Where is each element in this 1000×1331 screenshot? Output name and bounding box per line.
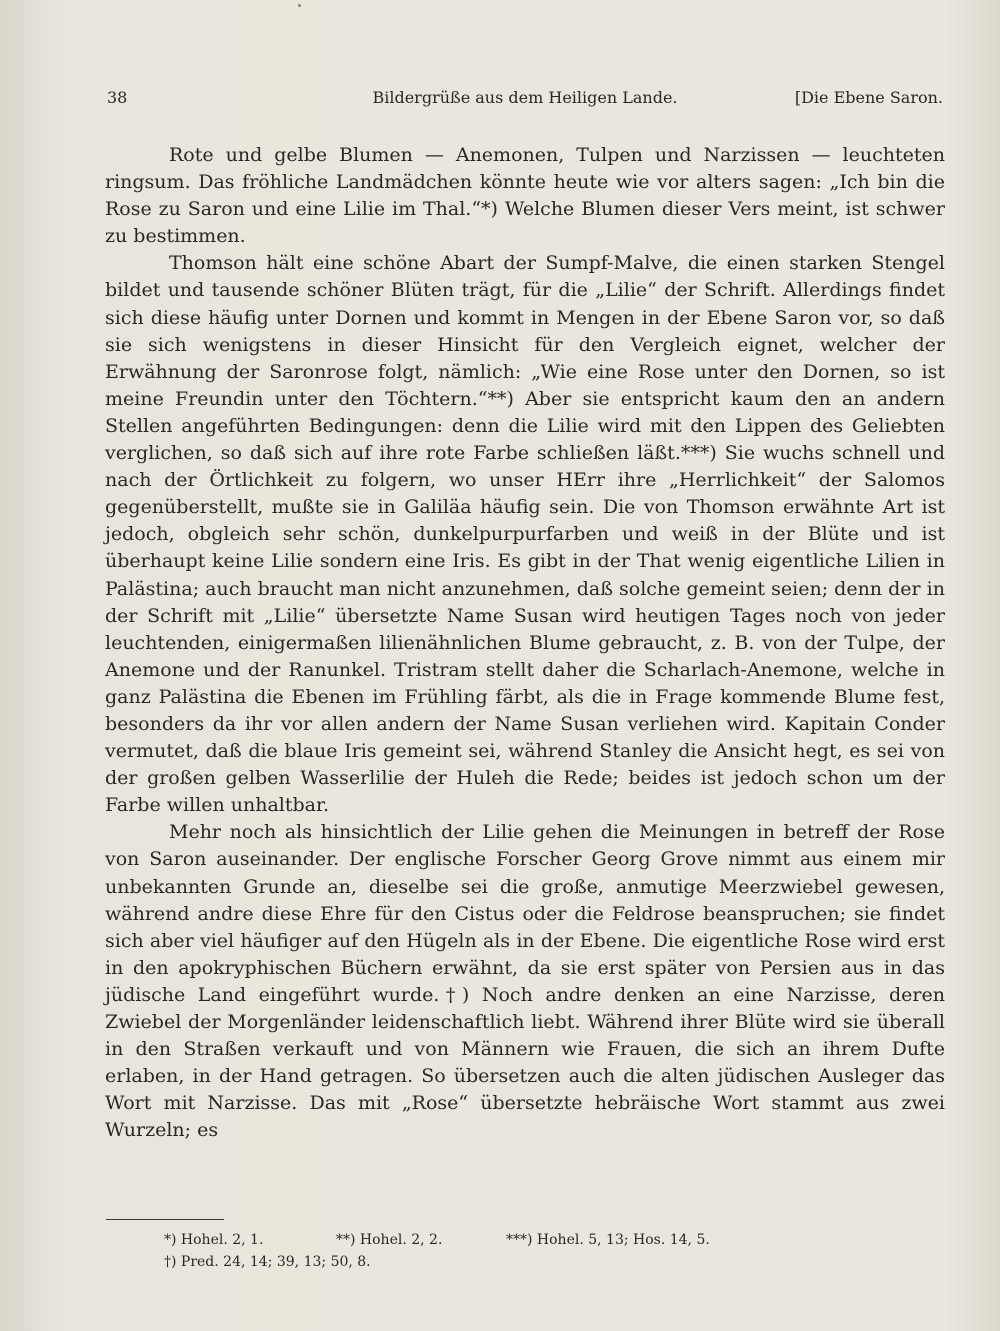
footnote-divider	[106, 1219, 224, 1220]
paragraph: Thomson hält eine schöne Abart der Sumpf-Malve, die einen starken Stengel bildet und tausende schöner Blüten trägt, für die „Lilie“ der Schrift. Allerdings findet sich diese häufig unter Dornen und kommt in Mengen in der Ebene Saron vor, so daß sie sich wenigstens in dieser Hinsicht für den Vergleich eignet, welcher der Erwähnung der Saronrose folgt, nämlich: „Wie eine Rose unter den Dornen, so ist meine Freundin unter den Töchtern.“**) Aber sie entspricht kaum den an andern Stellen angeführten Bedingungen: denn die Lilie wird mit den Lippen des Geliebten verglichen, so daß sich auf ihre rote Farbe schließen läßt.***) Sie wuchs schnell und nach der Örtlichkeit zu folgern, wo unser HErr ihre „Herrlichkeit“ der Salomos gegenüberstellt, mußte sie in Galiläa häufig sein. Die von Thomson erwähnte Art ist jedoch, obgleich sehr schön, dunkelpurpurfarben und weiß in der Blüte und ist überhaupt keine Lilie sondern eine Iris. Es gibt in der That wenig eigentliche Lilien in Palästina; auch braucht man nicht anzunehmen, daß solche gemeint seien; denn der in der Schrift mit „Lilie“ übersetzte Name Susan wird heutigen Tages noch von jeder leuchtenden, einigermaßen lilienähnlichen Blume gebraucht, z. B. von der Tulpe, der Anemone und der Ranunkel. Tristram stellt daher die Scharlach-Anemone, welche in ganz Palästina die Ebenen im Frühling färbt, als die in Frage kommende Blume fest, besonders da ihr vor allen andern der Name Susan verliehen wird. Kapitain Conder vermutet, daß die blaue Iris gemeint sei, während Stanley die Ansicht hegt, es sei von der großen gelben Wasserlilie der Huleh die Rede; beides ist jedoch schon um der Farbe willen unhaltbar.	[105, 252, 945, 817]
running-header	[107, 88, 943, 112]
page-number: 38	[107, 88, 128, 107]
footnote: *) Hohel. 2, 1.	[164, 1232, 264, 1248]
footnote: ***) Hohel. 5, 13; Hos. 14, 5.	[506, 1232, 710, 1248]
footnote-line	[164, 1229, 864, 1251]
paragraph: Rote und gelbe Blumen — Anemonen, Tulpen und Narzissen — leuchteten ringsum. Das fröhliche Landmädchen könnte heute wie vor alters sagen: „Ich bin die Rose zu Saron und eine Lilie im Thal.“*) Welche Blumen dieser Vers meint, ist schwer zu bestimmen.	[105, 144, 945, 248]
running-title: Bildergrüße aus dem Heiligen Lande.	[372, 88, 678, 107]
footnote: **) Hohel. 2, 2.	[336, 1232, 443, 1248]
body-text	[105, 142, 945, 1144]
paper-speck	[298, 4, 301, 7]
footnote-line	[164, 1251, 864, 1273]
footnotes	[164, 1229, 864, 1273]
section-title: [Die Ebene Saron.	[794, 88, 943, 107]
footnote: †) Pred. 24, 14; 39, 13; 50, 8.	[164, 1254, 371, 1270]
paragraph: Mehr noch als hinsichtlich der Lilie gehen die Meinungen in betreff der Rose von Saron auseinander. Der englische Forscher Georg Grove nimmt aus einem mir unbekannten Grunde an, dieselbe sei die große, anmutige Meerzwiebel gewesen, während andre diese Ehre für den Cistus oder die Feldrose beanspruchen; sie findet sich aber viel häufiger auf den Hügeln als in der Ebene. Die eigentliche Rose wird erst in den apokryphischen Büchern erwähnt, da sie erst später von Persien aus in das jüdische Land eingeführt wurde.†) Noch andre denken an eine Narzisse, deren Zwiebel der Morgenländer leidenschaftlich liebt. Während ihrer Blüte wird sie überall in den Straßen verkauft und von Männern wie Frauen, die sich an ihrem Dufte erlaben, in der Hand getragen. So übersetzen auch die alten jüdischen Ausleger das Wort mit Narzisse. Das mit „Rose“ übersetzte hebräische Wort stammt aus zwei Wurzeln; es	[105, 821, 945, 1142]
